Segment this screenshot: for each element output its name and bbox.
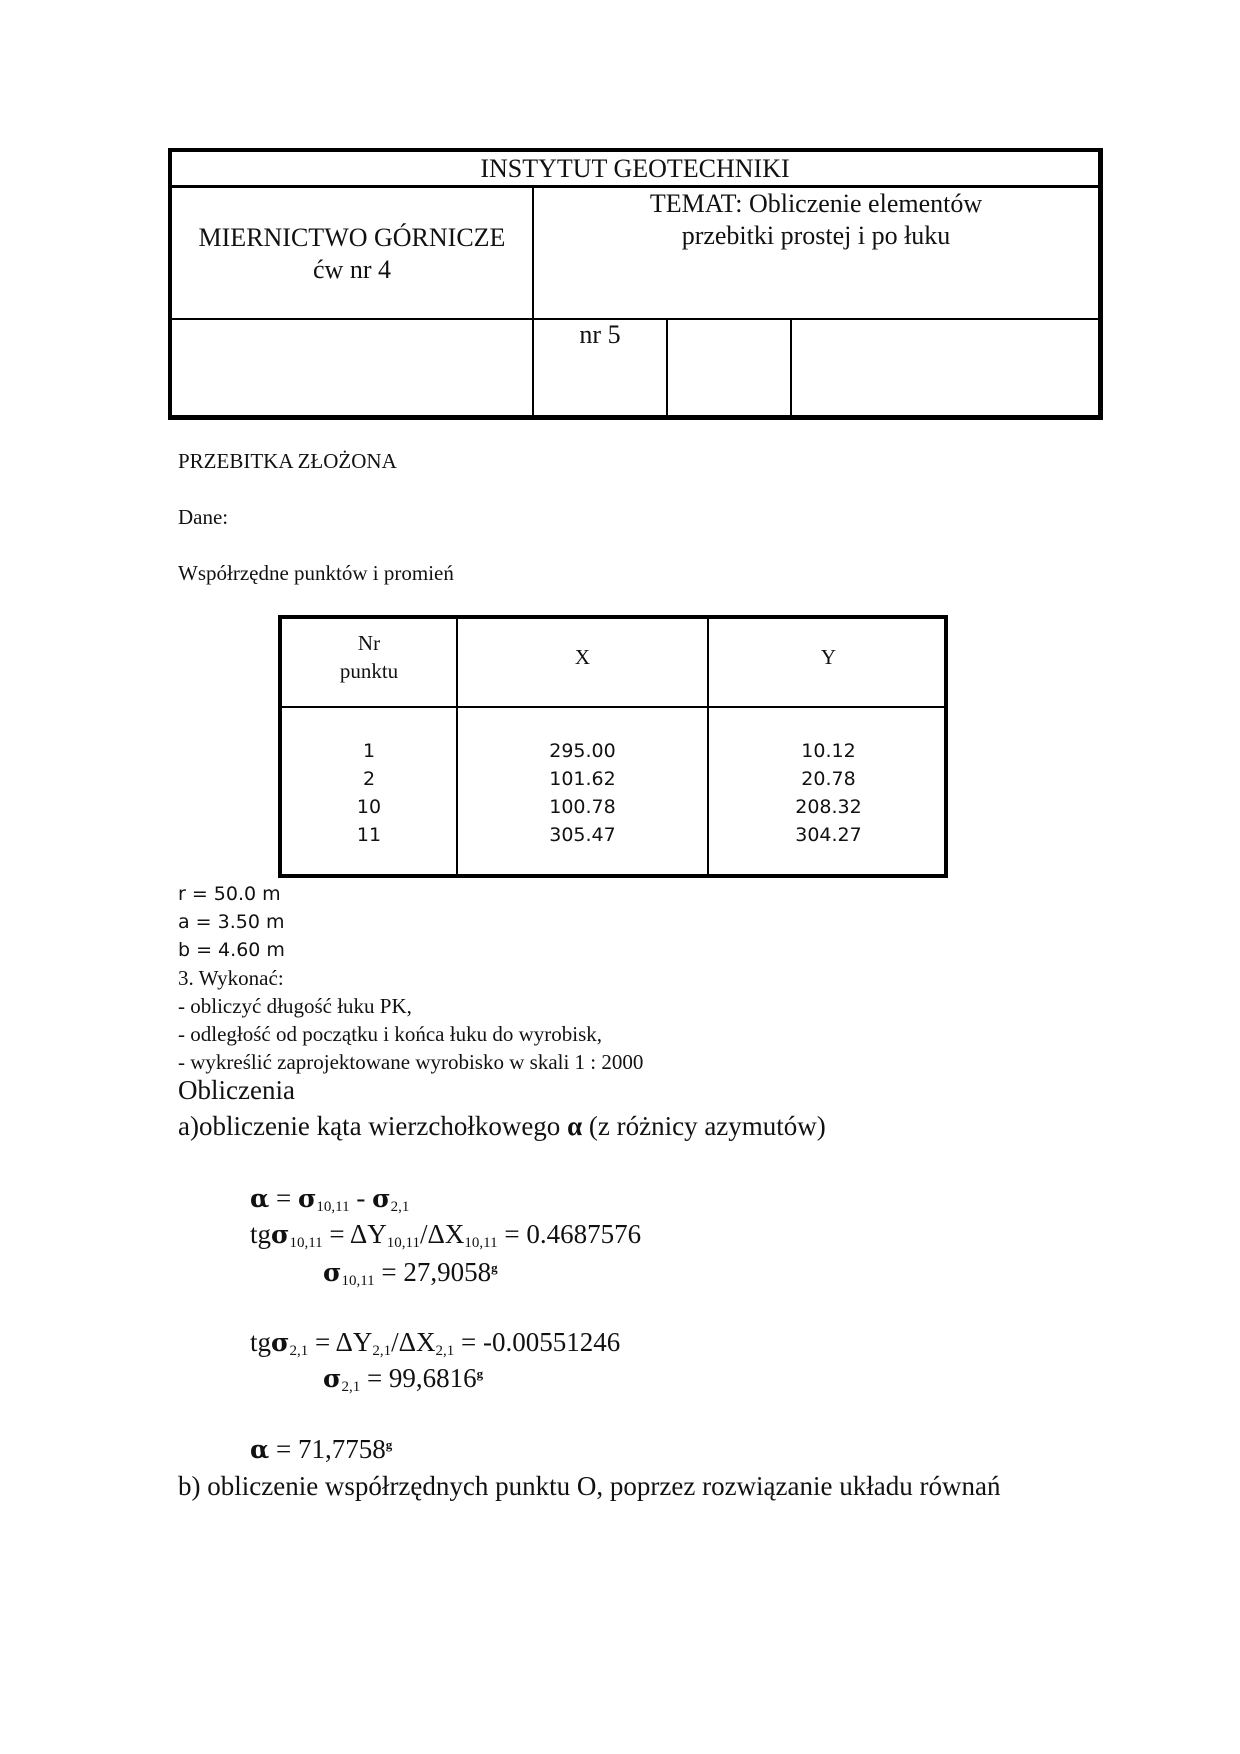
cell-nr: 2	[362, 768, 376, 790]
subscript: 10,11	[289, 1235, 323, 1251]
formula-alpha-result: α = 71,7758$^g$	[250, 1434, 393, 1464]
formula-alpha-difference: $\alpha = \sigma_{10,11} - \sigma_{2,1}$	[250, 1183, 410, 1215]
formula-sigma-1011: $\sigma_{10,11} = 27,9058^g$	[323, 1257, 498, 1289]
tasks-list	[178, 964, 643, 1076]
cell-x: 305.47	[549, 824, 616, 846]
step-a-text: a)obliczenie kąta wierzchołkowego	[178, 1111, 568, 1141]
sigma-symbol: σ	[372, 1184, 391, 1213]
cell-x: 100.78	[549, 796, 616, 818]
alpha-symbol: α	[250, 1435, 270, 1464]
task-item: - odległość od początku i końca łuku do wyrobisk,	[178, 1022, 602, 1046]
subject-name: MIERNICTWO GÓRNICZE	[198, 223, 506, 252]
table-caption: Współrzędne punktów i promień	[178, 561, 454, 585]
section-title: PRZEBITKA ZŁOŻONA	[178, 449, 397, 473]
subject-cell	[172, 222, 532, 286]
subscript: 2,1	[341, 1379, 361, 1395]
step-a-text-end: (z różnicy azymutów)	[582, 1111, 826, 1141]
task-item: - obliczyć długość łuku PK,	[178, 994, 412, 1018]
subscript: 2,1	[289, 1343, 309, 1359]
param-radius: r = 50.0 m	[178, 883, 281, 905]
exercise-number: ćw nr 4	[313, 255, 391, 284]
subscript: 2,1	[372, 1343, 392, 1359]
cell-y: 20.78	[801, 768, 856, 790]
calculations-title: Obliczenia	[178, 1075, 295, 1105]
grad-unit: g	[491, 1260, 498, 1275]
cell-y: 208.32	[795, 796, 862, 818]
column-y	[709, 737, 948, 849]
number-cell: nr 5	[579, 320, 621, 349]
sigma-1011-value: 27,9058	[403, 1257, 492, 1287]
column-nr	[282, 737, 456, 849]
delta-y: ΔY	[335, 1327, 373, 1357]
step-a-title	[178, 1111, 826, 1142]
topic-line-1: TEMAT: Obliczenie elementów	[649, 189, 983, 218]
sigma-21-value: 99,6816	[388, 1363, 477, 1393]
grad-unit: g	[385, 1437, 393, 1452]
alpha-value: 71,7758	[297, 1434, 386, 1464]
cell-nr: 1	[362, 740, 376, 762]
cell-y: 304.27	[795, 824, 862, 846]
header-nr	[282, 629, 456, 685]
topic-line-2: przebitki prostej i po łuku	[681, 221, 951, 250]
param-b: b = 4.60 m	[178, 939, 285, 961]
parameters-list	[178, 880, 285, 964]
formula-tg-21: $tg\sigma_{2,1} = \Delta Y_{2,1}/\Delta X_{2,1} = -0.00551246$	[250, 1327, 621, 1359]
sigma-symbol: σ	[297, 1184, 317, 1213]
subscript: 10,11	[341, 1273, 375, 1289]
sigma-symbol: σ	[271, 1220, 290, 1249]
delta-y: ΔY	[349, 1219, 387, 1249]
tasks-title: 3. Wykonać:	[178, 966, 284, 990]
subscript: 10,11	[316, 1199, 350, 1215]
delta-x: ΔX	[398, 1327, 436, 1357]
param-a: a = 3.50 m	[178, 911, 285, 933]
header-y: Y	[820, 645, 837, 669]
column-x	[458, 737, 707, 849]
given-label: Dane:	[178, 505, 229, 529]
sigma-symbol: σ	[323, 1364, 342, 1393]
header-table	[168, 148, 1103, 420]
header-x: X	[574, 645, 591, 669]
header-nr-line2: punktu	[339, 659, 399, 683]
task-item: - wykreślić zaprojektowane wyrobisko w skali 1 : 2000	[178, 1050, 644, 1074]
subscript: 10,11	[386, 1235, 420, 1251]
cell-y: 10.12	[801, 740, 856, 762]
formula-sigma-21: $\sigma_{2,1} = 99,6816^g$	[323, 1363, 484, 1395]
tg-21-value: -0.00551246	[482, 1327, 621, 1357]
cell-nr: 10	[356, 796, 382, 818]
delta-x: ΔX	[427, 1219, 465, 1249]
topic-cell	[534, 188, 1098, 252]
grad-unit: g	[476, 1366, 484, 1381]
subscript: 10,11	[464, 1235, 498, 1251]
alpha-symbol: α	[250, 1184, 270, 1213]
subscript: 2,1	[435, 1343, 455, 1359]
header-nr-line1: Nr	[357, 631, 381, 655]
alpha-symbol: α	[567, 1111, 583, 1141]
tg-1011-value: 0.4687576	[526, 1219, 642, 1249]
tg: tg	[250, 1327, 272, 1357]
cell-x: 295.00	[549, 740, 616, 762]
formula-tg-1011: $tg\sigma_{10,11} = \Delta Y_{10,11}/\Delta X_{10,11} = 0.4687576$	[250, 1219, 642, 1251]
sigma-symbol: σ	[271, 1328, 290, 1357]
step-b-title: b) obliczenie współrzędnych punktu O, poprzez rozwiązanie układu równań	[178, 1471, 1001, 1501]
sigma-symbol: σ	[323, 1258, 342, 1287]
coordinates-table	[278, 615, 948, 878]
tg: tg	[250, 1219, 272, 1249]
subscript: 2,1	[390, 1199, 410, 1215]
institute-name: INSTYTUT GEOTECHNIKI	[480, 154, 790, 183]
cell-x: 101.62	[549, 768, 616, 790]
cell-nr: 11	[356, 824, 382, 846]
